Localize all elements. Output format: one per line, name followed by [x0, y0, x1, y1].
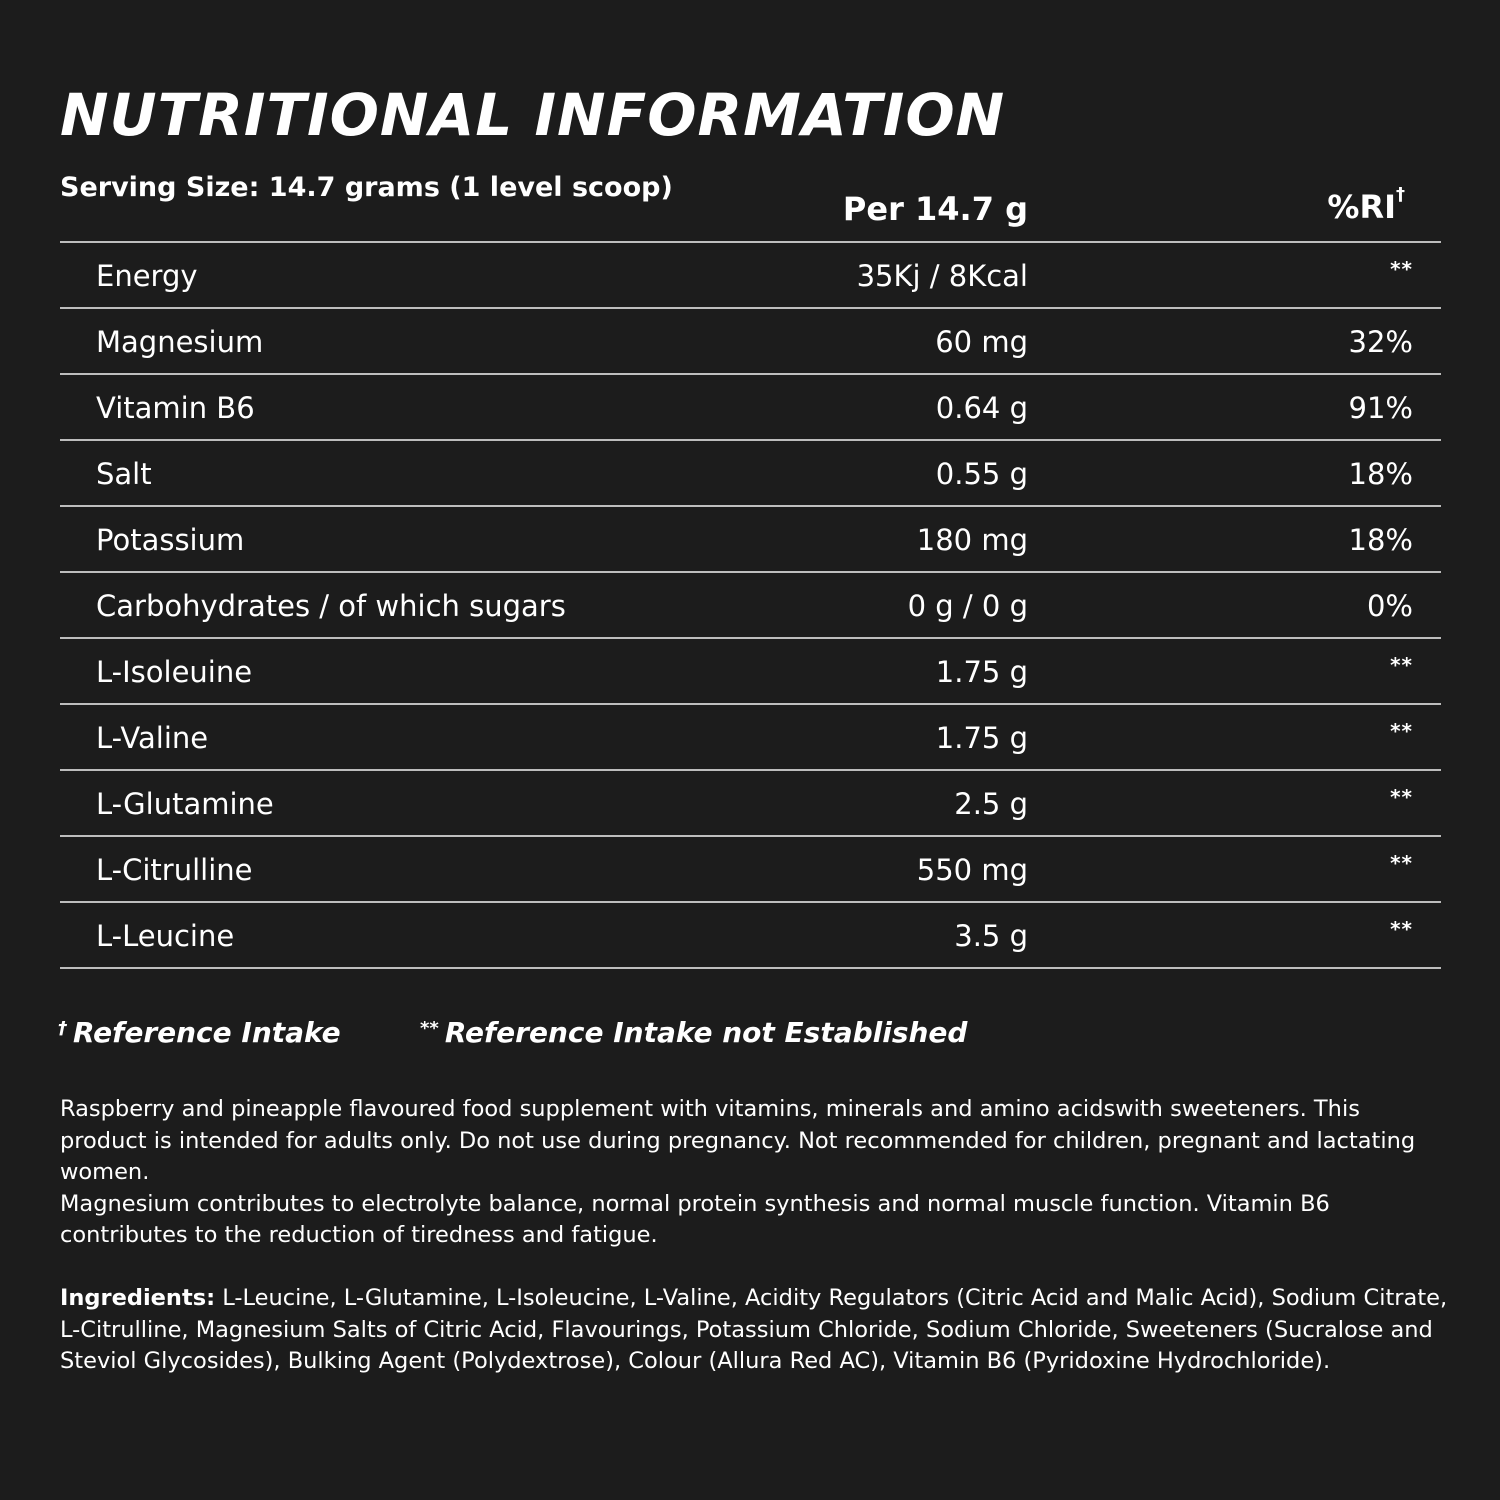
column-header-reference-intake [1200, 184, 1405, 226]
nutrient-amount: 0.64 g [935, 391, 1028, 425]
footnote-nr-text: Reference Intake not Established [444, 1016, 968, 1049]
product-description [60, 1094, 1450, 1252]
nutrient-amount: 35Kj / 8Kcal [856, 259, 1028, 293]
table-row [60, 837, 1441, 903]
ingredients-list [60, 1283, 1450, 1378]
nutrient-name: Magnesium [96, 325, 264, 359]
nutrient-name: L-Isoleuine [96, 655, 253, 689]
nutrient-name: Potassium [96, 523, 245, 557]
page-title: NUTRITIONAL INFORMATION [60, 81, 1006, 149]
footnote-not-established [420, 1016, 967, 1049]
dagger-mark: † [1396, 184, 1405, 205]
table-row [60, 639, 1441, 705]
ingredients-label: Ingredients: [60, 1285, 216, 1311]
nutrient-amount: 0 g / 0 g [907, 589, 1028, 623]
nutrient-amount: 1.75 g [935, 721, 1028, 755]
nutrient-name: Vitamin B6 [96, 391, 255, 425]
nutrient-ri: 0% [1366, 589, 1413, 623]
nutrient-ri: ** [1390, 653, 1413, 677]
table-row [60, 903, 1441, 969]
ingredients-text: L-Leucine, L-Glutamine, L-Isoleucine, L-Valine, Acidity Regulators (Citric Acid and Malic Acid), Sodium Citrate, L-Citrulline, Magnesium Salts of Citric Acid, Flavourings, Potassium Chloride, Sodium Chloride, Sweeteners (Sucralose and Steviol Glycosides), Bulking Agent (Polydextrose), Colour (Allura Red AC), Vitamin B6 (Pyridoxine Hydrochloride). [60, 1285, 1448, 1374]
serving-size: Serving Size: 14.7 grams (1 level scoop) [60, 172, 673, 203]
footnote-ri-text: Reference Intake [73, 1016, 341, 1049]
nutrient-ri: ** [1390, 257, 1413, 281]
dagger-symbol: † [58, 1018, 67, 1039]
nutrition-table [60, 241, 1441, 969]
nutrient-ri: ** [1390, 851, 1413, 875]
footnote-reference-intake [58, 1016, 341, 1049]
nutrient-amount: 3.5 g [954, 919, 1028, 953]
nutrient-name: L-Leucine [96, 919, 235, 953]
column-header-per-serving: Per 14.7 g [842, 190, 1028, 228]
nutrient-amount: 2.5 g [954, 787, 1028, 821]
nutrient-amount: 60 mg [935, 325, 1028, 359]
nutrient-name: L-Glutamine [96, 787, 274, 821]
description-paragraph: Raspberry and pineapple flavoured food supplement with vitamins, minerals and amino acidswith sweeteners. This product is intended for adults only. Do not use during pregnancy. Not recommended for children, pregnant and lactating women. [60, 1096, 1416, 1185]
nutrient-name: Carbohydrates / of which sugars [96, 589, 566, 623]
nutrient-ri: 32% [1348, 325, 1413, 359]
column-header-ri-label: %RI [1327, 188, 1396, 226]
table-row [60, 309, 1441, 375]
table-row [60, 375, 1441, 441]
table-row [60, 243, 1441, 309]
nutrient-ri: 91% [1348, 391, 1413, 425]
nutrient-name: Energy [96, 259, 198, 293]
table-row [60, 771, 1441, 837]
table-row [60, 507, 1441, 573]
nutrient-amount: 550 mg [916, 853, 1028, 887]
nutrient-amount: 1.75 g [935, 655, 1028, 689]
nutrient-ri: 18% [1348, 523, 1413, 557]
table-row [60, 441, 1441, 507]
nutrient-name: Salt [96, 457, 152, 491]
table-row [60, 705, 1441, 771]
nutrient-ri: ** [1390, 719, 1413, 743]
nutrient-ri: 18% [1348, 457, 1413, 491]
double-asterisk-symbol: ** [420, 1018, 439, 1039]
table-row [60, 573, 1441, 639]
nutrient-name: L-Citrulline [96, 853, 253, 887]
nutrient-amount: 0.55 g [935, 457, 1028, 491]
nutrient-name: L-Valine [96, 721, 209, 755]
nutrient-ri: ** [1390, 785, 1413, 809]
nutrient-amount: 180 mg [916, 523, 1028, 557]
nutrient-ri: ** [1390, 917, 1413, 941]
description-paragraph: Magnesium contributes to electrolyte balance, normal protein synthesis and normal muscle function. Vitamin B6 contributes to the reduction of tiredness and fatigue. [60, 1190, 1330, 1248]
